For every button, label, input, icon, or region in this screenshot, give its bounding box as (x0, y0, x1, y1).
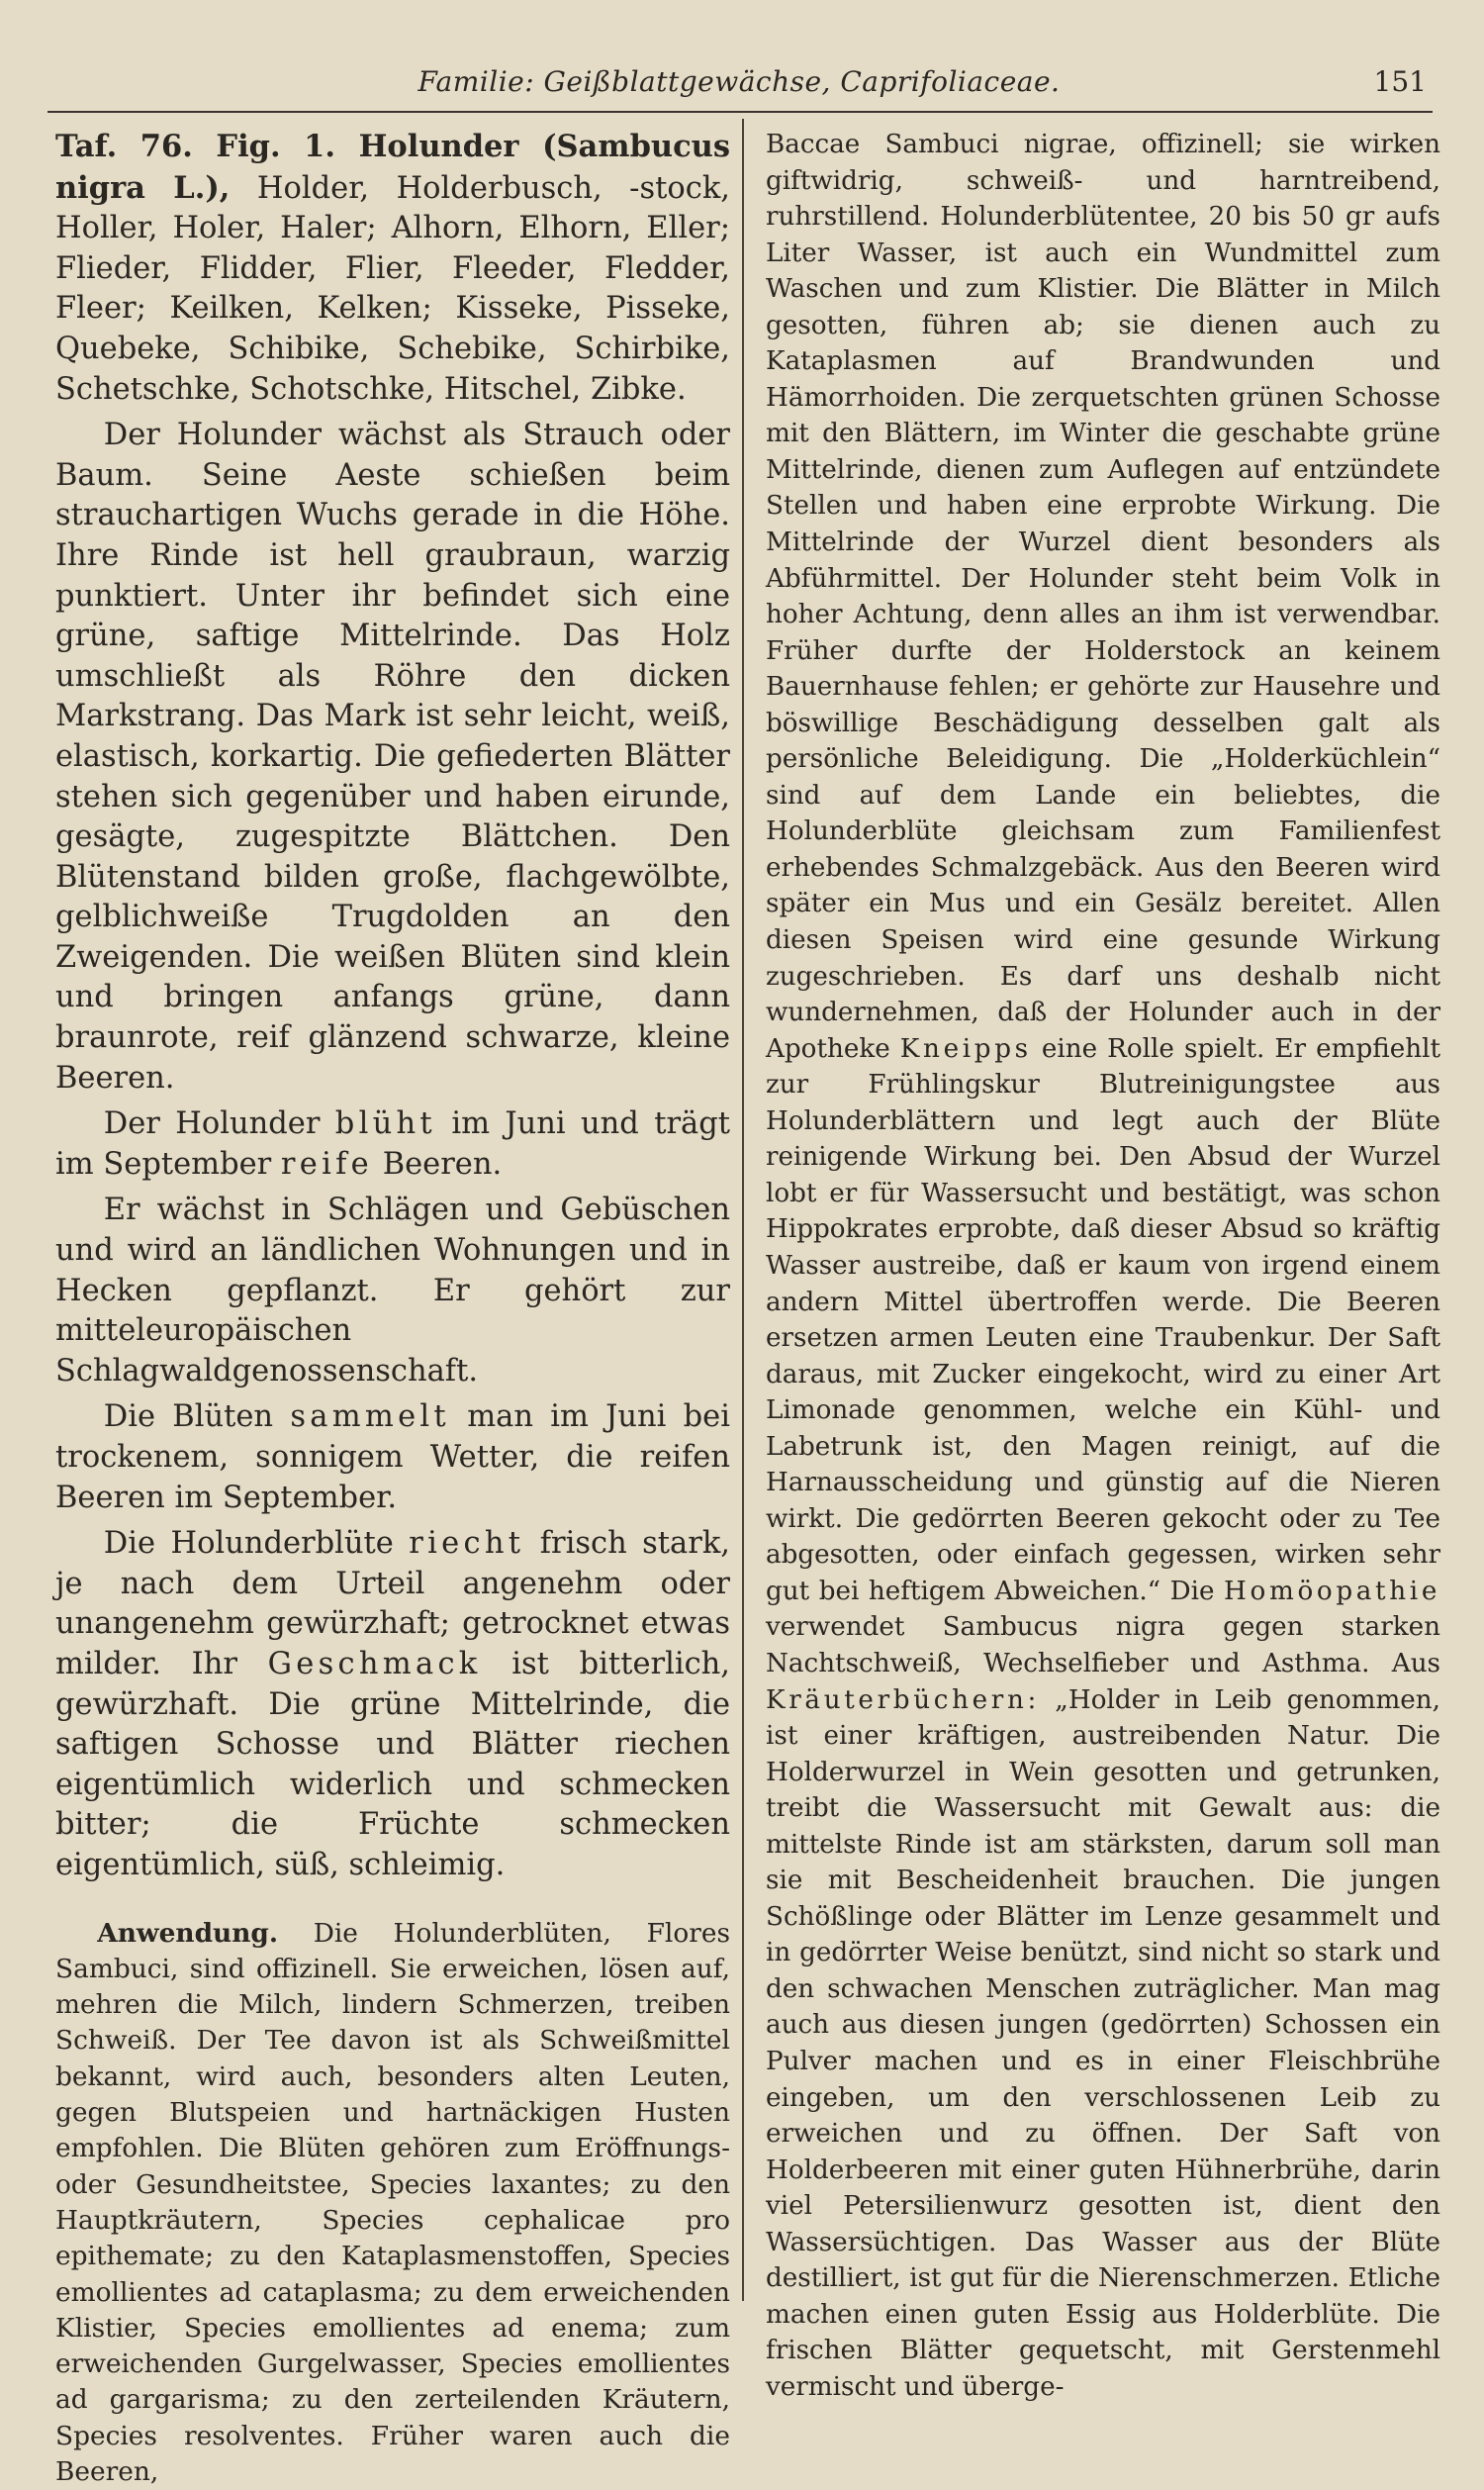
paragraph-bloom (55, 1104, 730, 1185)
column-divider (742, 119, 744, 2301)
spaced-word: Geschmack (267, 1646, 482, 1681)
text-run: man im Juni bei trockenem, sonnigem Wetter, die reifen Beeren im September. (55, 1399, 730, 1515)
entry-synonyms: Holder, Holderbusch, -stock, Holler, Holer, Haler; Alhorn, Elhorn, Eller; Flieder, Flidder, Flier, Fleeder, Fledder, Fleer; Keilken, Kelken; Kisseke, Pisseke, Quebeke, Schibike, Schebike, Schirbike, Schetschke, Schotschke, Hitschel, Zibke. (55, 170, 731, 407)
spaced-word: Kräuterbüchern: (766, 1684, 1040, 1715)
text-run: im Juni und trägt im September (55, 1106, 730, 1182)
text-run: Der Holunder (103, 1106, 335, 1142)
running-head: Familie: Geißblattgewächse, Caprifoliaceae. (417, 65, 1061, 98)
spaced-word: riecht (409, 1526, 525, 1562)
paragraph-habitat: Er wächst in Schlägen und Gebüschen und wird an ländlichen Wohnungen und in Hecken gepflanzt. Er gehört zur mitteleuropäischen Schlagwaldgenossenschaft. (55, 1193, 730, 1389)
text-run: verwendet Sambucus nigra gegen starken Nachtschweiß, Wechselfieber und Asthma. Aus (766, 1612, 1440, 1678)
spaced-word: Homöopathie (1224, 1576, 1440, 1606)
text-run: Die Blüten (103, 1399, 291, 1435)
paragraph-collect (55, 1397, 730, 1518)
page-number: 151 (1373, 65, 1427, 98)
spaced-word: reife (280, 1146, 373, 1182)
header-rule (47, 111, 1433, 113)
text-run: Baccae Sambuci nigrae, offizinell; sie wirken giftwidrig, schweiß- und harntreibend, ruhrstillend. Holunderblütentee, 20 bis 50 gr aufs Liter Wasser, ist auch ein Wundmittel zum Waschen und zum Klistier. Die Blätter in Milch gesotten, führen ab; sie dienen auch zu Kataplasmen auf Brandwunden und Hämorrhoiden. Die zerquetschten grünen Schosse mit den Blättern, im Winter die geschabte grüne Mittelrinde, dienen zum Auflegen auf entzündete Stellen und haben eine erprobte Wirkung. Die Mittelrinde der Wurzel dient besonders als Abführmittel. Der Holunder steht beim Volk in hoher Achtung, denn alles an ihm ist verwendbar. Früher durfte der Holderstock an keinem Bauernhause fehlen; er gehörte zur Hausehre und böswillige Beschädigung desselben galt als persönliche Beleidigung. Die „Holderküchlein“ sind auf dem Lande ein beliebtes, die Holunderblüte gleichsam zum Familienfest erhebendes Schmalzgebäck. Aus den Beeren wird später ein Mus und ein Gesälz bereitet. Allen diesen Speisen wird eine gesunde Wirkung zugeschrieben. Es darf uns deshalb nicht wundernehmen, daß der Holunder auch in der Apotheke (766, 130, 1440, 1064)
spaced-word: Kneipps (899, 1033, 1032, 1064)
text-run: „Holder in Leib genommen, ist einer kräftigen, austreibenden Natur. Die Holderwurzel in Wein gesotten und getrunken, treibt die Wassersucht mit Gewalt aus: die mittelste Rinde ist am stärksten, darum soll man sie mit Bescheidenheit brauchen. Die jungen Schößlinge oder Blätter im Lenze gesammelt und in gedörrter Weise benützt, sind nicht so stark und den schwachen Menschen zuträglicher. Man mag auch aus diesen jungen (gedörrten) Schossen ein Pulver machen und es in einer Fleischbrühe eingeben, um den verschlossenen Leib zu erweichen und zu öffnen. Der Saft von Holderbeeren mit einer guten Hühnerbrühe, darin viel Petersilienwurz gesotten ist, dient den Wassersüchtigen. Das Wasser aus der Blüte destilliert, ist gut für die Nierenschmerzen. Etliche machen einen guten Essig aus Holderblüte. Die frischen Blätter gequetscht, mit Gerstenmehl vermischt und überge- (766, 1684, 1440, 2402)
text-run: ist bitterlich, gewürzhaft. Die grüne Mittelrinde, die saftigen Schosse und Blätter riechen eigentümlich widerlich und schmecken bitter; die Früchte schmecken eigentümlich, süß, schleimig. (55, 1646, 731, 1882)
spaced-word: blüht (334, 1106, 436, 1142)
paragraph-description: Der Holunder wächst als Strauch oder Baum. Seine Aeste schießen beim strauchartigen Wuchs gerade in die Höhe. Ihre Rinde ist hell graubraun, warzig punktiert. Unter ihr befindet sich eine grüne, saftige Mittelrinde. Das Holz umschließt als Röhre den dicken Markstrang. Das Mark ist sehr leicht, weiß, elastisch, korkartig. Die gefiederten Blätter stehen sich gegenüber und haben eirunde, gesägte, zugespitzte Blättchen. Den Blütenstand bilden große, flachgewölbte, gelblichweiße Trugdolden an den Zweigenden. Die weißen Blüten sind klein und bringen anfangs grüne, dann braunrote, reif glänzend schwarze, kleine Beeren. (55, 418, 730, 1096)
entry-title-bold: Taf. 76. Fig. 1. Holunder (Sambucus nigra L.), (55, 129, 730, 206)
text-run: Die Holunderblüte (103, 1526, 410, 1562)
text-run: eine Rolle spielt. Er empfiehlt zur Frühlingskur Blutreinigungstee aus Holunderblättern und legt auch der Blüte reinigende Wirkung bei. Den Absud der Wurzel lobt er für Wassersucht und bestätigt, was schon Hippokrates erprobte, daß dieser Absud so kräftig Wasser austreibe, daß er kaum von irgend einem andern Mittel übertroffen werde. Die Beeren ersetzen armen Leuten eine Traubenkur. Der Saft daraus, mit Zucker eingekocht, wird zu einer Art Limonade genommen, welche ein Kühl- und Labetrunk ist, den Magen reinigt, auf die Harnausscheidung und günstig auf die Nieren wirkt. Die gedörrten Beeren gekocht oder zu Tee abgesotten, oder einfach gegessen, wirken sehr gut bei heftigem Abweichen.“ Die (766, 1033, 1440, 1606)
spaced-word: sammelt (290, 1399, 450, 1435)
entry-title (55, 127, 730, 410)
text-run: Beeren. (373, 1146, 503, 1182)
left-column (55, 127, 730, 2490)
paragraph-smell (55, 1524, 730, 1885)
use-text: Die Holunderblüten, Flores Sambuci, sind offizinell. Sie erweichen, lösen auf, mehren die Milch, lindern Schmerzen, treiben Schweiß. Der Tee davon ist als Schweißmittel bekannt, wird auch, besonders alten Leuten, gegen Blutspeien und hartnäckigen Husten empfohlen. Die Blüten gehören zum Eröffnungs- oder Gesundheitstee, Species laxantes; zu den Hauptkräutern, Species cephalicae pro epithemate; zu den Kataplasmenstoffen, Species emollientes ad cataplasma; zu dem erweichenden Klistier, Species emollientes ad enema; zum erweichenden Gurgelwasser, Species emollientes ad gargarisma; zu den zerteilenden Kräutern, Species resolventes. Früher waren auch die Beeren, (55, 1917, 730, 2487)
paragraph-use (55, 1916, 730, 2490)
text-run: frisch stark, je nach dem Urteil angenehm oder unangenehm gewürzhaft; getrocknet etwas milder. Ihr (55, 1526, 730, 1681)
paragraph-continued (766, 127, 1440, 2405)
page-header (47, 61, 1433, 105)
section-label-use: Anwendung. (97, 1917, 279, 1949)
right-column (766, 127, 1440, 2405)
